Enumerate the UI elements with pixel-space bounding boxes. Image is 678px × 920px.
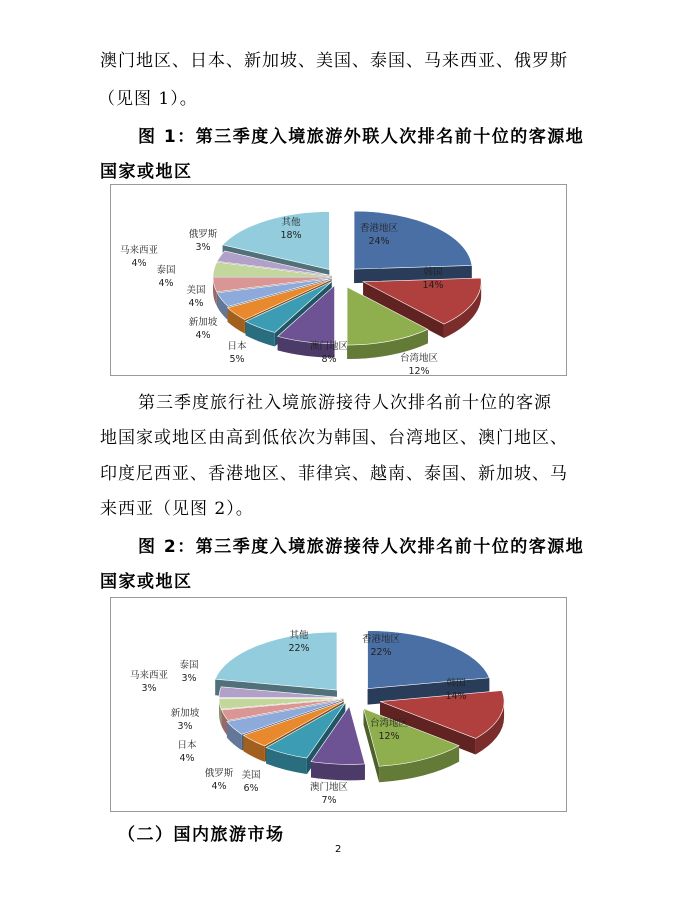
- pie-value-label: 4%: [195, 330, 211, 341]
- pie-value-label: 22%: [370, 647, 392, 658]
- pie-category-label: 香港地区: [361, 634, 401, 645]
- pie-value-label: 3%: [141, 683, 157, 694]
- pie-category-label: 泰国: [156, 265, 176, 276]
- pie-value-label: 4%: [179, 753, 195, 764]
- pie-value-label: 14%: [422, 280, 444, 291]
- pie-category-label: 韩国: [446, 678, 466, 689]
- figure2-chart: [110, 597, 567, 812]
- pie-category-label: 新加坡: [188, 317, 218, 328]
- pie-category-label: 泰国: [179, 660, 199, 671]
- pie-value-label: 22%: [288, 643, 310, 654]
- figure1-pie-svg: [111, 185, 566, 375]
- pie-category-label: 美国: [186, 285, 206, 296]
- page-number: 2: [335, 844, 342, 855]
- paragraph-line: 地国家或地区由高到低依次为韩国、台湾地区、澳门地区、: [100, 428, 568, 448]
- pie-category-label: 韩国: [423, 267, 443, 278]
- pie-value-label: 3%: [177, 721, 193, 732]
- pie-value-label: 7%: [321, 795, 337, 806]
- paragraph-line: （见图 1）。: [98, 89, 198, 109]
- pie-category-label: 台湾地区: [399, 353, 439, 364]
- pie-value-label: 4%: [158, 278, 174, 289]
- pie-value-label: 14%: [445, 691, 467, 702]
- pie-category-label: 美国: [241, 770, 261, 781]
- pie-value-label: 4%: [188, 298, 204, 309]
- pie-category-label: 日本: [227, 341, 247, 352]
- figure1-chart: [110, 184, 567, 376]
- pie-value-label: 5%: [229, 354, 245, 365]
- figure2-pie-svg: [111, 598, 566, 811]
- pie-category-label: 马来西亚: [129, 670, 169, 681]
- pie-value-label: 3%: [195, 242, 211, 253]
- pie-value-label: 24%: [368, 236, 390, 247]
- pie-category-label: 新加坡: [170, 708, 200, 719]
- paragraph-line: 印度尼西亚、香港地区、菲律宾、越南、泰国、新加坡、马: [100, 464, 568, 484]
- paragraph-line: 澳门地区、日本、新加坡、美国、泰国、马来西亚、俄罗斯: [100, 51, 568, 71]
- pie-value-label: 8%: [321, 354, 337, 365]
- figure1-caption: 图 1：第三季度入境旅游外联人次排名前十位的客源地: [138, 127, 585, 147]
- figure1-caption-cont: 国家或地区: [100, 162, 193, 182]
- pie-category-label: 澳门地区: [309, 782, 349, 793]
- section-heading: （二）国内旅游市场: [118, 825, 285, 845]
- pie-value-label: 4%: [211, 781, 227, 792]
- pie-value-label: 6%: [243, 783, 259, 794]
- pie-value-label: 12%: [408, 366, 430, 375]
- paragraph-line: 第三季度旅行社入境旅游接待人次排名前十位的客源: [138, 393, 552, 413]
- pie-value-label: 3%: [181, 673, 197, 684]
- pie-value-label: 4%: [131, 258, 147, 269]
- figure2-caption-cont: 国家或地区: [100, 572, 193, 592]
- pie-category-label: 澳门地区: [309, 341, 349, 352]
- pie-category-label: 马来西亚: [119, 245, 159, 256]
- pie-category-label: 其他: [289, 630, 309, 641]
- pie-category-label: 香港地区: [359, 223, 399, 234]
- pie-value-label: 12%: [378, 731, 400, 742]
- pie-category-label: 俄罗斯: [204, 768, 234, 779]
- pie-category-label: 台湾地区: [369, 718, 409, 729]
- pie-category-label: 其他: [281, 217, 301, 228]
- paragraph-line: 来西亚（见图 2）。: [100, 499, 254, 519]
- figure2-caption: 图 2：第三季度入境旅游接待人次排名前十位的客源地: [138, 537, 585, 557]
- pie-value-label: 18%: [280, 230, 302, 241]
- pie-category-label: 俄罗斯: [188, 229, 218, 240]
- pie-category-label: 日本: [177, 740, 197, 751]
